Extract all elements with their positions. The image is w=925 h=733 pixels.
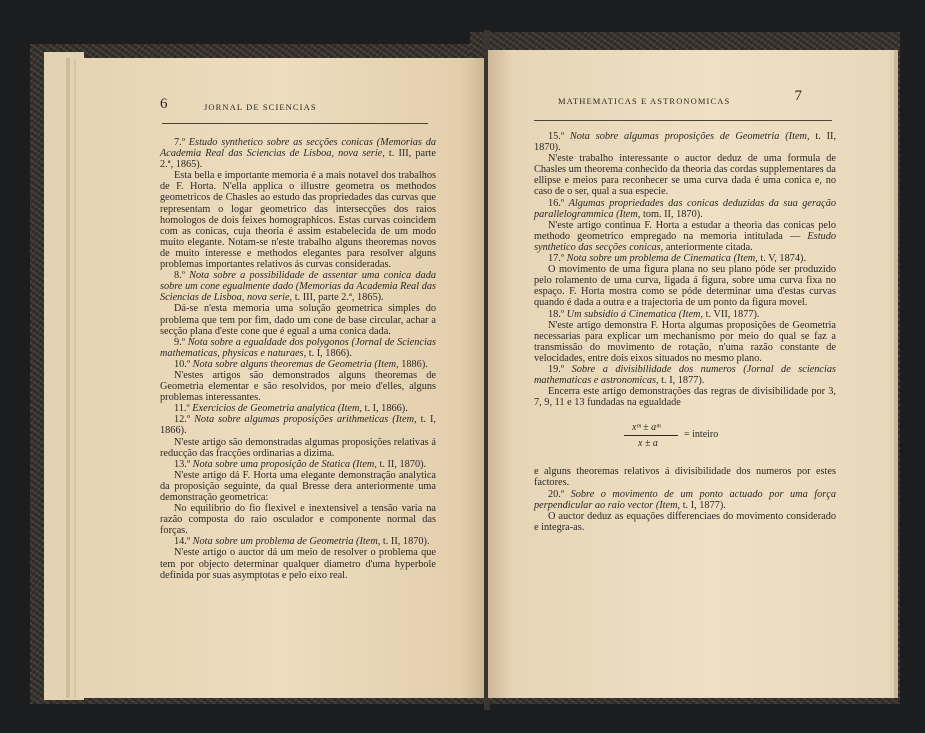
paragraph-l4: Dá-se n'esta memoria uma solução geometrica simples do problema que tem por fim, dado um cone de base circular, achar a secção plana d'este cone que é egual a uma conica dada. bbox=[160, 303, 436, 337]
paragraph-l11: 13.º Nota sobre uma proposição de Statica (Item, t. II, 1870). bbox=[174, 458, 427, 470]
left-page-header bbox=[94, 96, 466, 119]
paragraph-r1: 15.º Nota sobre algumas proposições de Geometria (Item, t. II, 1870). bbox=[534, 131, 837, 154]
fraction-bar bbox=[624, 435, 678, 436]
paragraph-r2: N'este trabalho interessante o auctor deduz de uma formula de Chasles um theorema conhecido da theoria das cordas supplementares da ellipse e meios para reconhecer se uma curva dada é uma conica e, no caso de o ser, qual a sua especie. bbox=[534, 153, 836, 198]
header-rule bbox=[162, 123, 428, 124]
paragraph-r6: O movimento de uma figura plana no seu plano póde ser produzido pelo rolamento de uma curva, ligada á figura, sobre uma curva fixa no espaço. F. Horta mostra como se póde determinar uma d'estas curvas quando é dada a outra e a trajectoria de um ponto da figura movel. bbox=[534, 264, 836, 309]
paragraph-l3: 8.º Nota sobre a possibilidade de assentar uma conica dada sobre um cone egualmente dado (Memorias da Academia Real das Sciencias de Lisboa, nova serie, t. III, parte 2.ª, 1865). bbox=[160, 270, 436, 304]
paragraph-l9: 12.º Nota sobre algumas proposições arithmeticas (Item, t. I, 1866). bbox=[160, 414, 436, 437]
paragraph-l10: N'este artigo são demonstradas algumas proposições relativas á reducção das fracções ordinarias a dizima. bbox=[160, 436, 436, 459]
paragraph-r4: N'este artigo continua F. Horta a estudar a theoria das conicas pelo methodo geometrico empregado na memoria intitulada — Estudo synthetico das secções conicas, anteriormente citada. bbox=[534, 219, 836, 253]
paragraph-l6: 10.º Nota sobre alguns theoremas de Geometria (Item, 1886). bbox=[174, 358, 428, 370]
right-page-header bbox=[506, 88, 872, 111]
paragraph-l2: Esta bella e importante memoria é a mais notavel dos trabalhos de F. Horta. N'ella applica o illustre geometra os methodos geometricos de Chasles ao estudo das propriedades das curvas que representam o logar geometrico das intersecções dos raios homologos de dois feixes homographicos. Estas curvas coincidem com as conicas, cuja theoria é assim estabelecida de um modo muito elegante. Notam-se n'este trabalho alguns theoremas novos de muito interesse e methodos elegantes para resolver alguns problemas importantes relativos ás curvas consideradas. bbox=[160, 170, 436, 271]
paragraph-r5: 17.º Nota sobre um problema de Cinematica (Item, t. V, 1874). bbox=[548, 253, 807, 265]
paragraph-r13: O auctor deduz as equações differenciaes do movimento considerado e integra-as. bbox=[534, 510, 836, 533]
page-number: 6 bbox=[160, 96, 168, 112]
paragraph-l5: 9.º Nota sobre a egualdade dos polygonos (Jornal de Sciencias mathematicas, physicas e naturaes, t. I, 1866). bbox=[160, 336, 436, 359]
page-number: 7 bbox=[794, 88, 802, 104]
paragraph-l15: N'este artigo o auctor dá um meio de resolver o problema que tem por objecto determinar qualquer diametro d'uma hyperbole definida por suas asymptotas e pelo eixo real. bbox=[160, 547, 436, 581]
left-page-body bbox=[160, 137, 436, 581]
paragraph-l13: No equilibrio do fio flexivel e inextensivel a tensão varia na razão composta do raio osculador e componente normal das forças. bbox=[160, 503, 436, 537]
paragraph-r10: Encerra este artigo demonstrações das regras de divisibilidade por 3, 7, 9, 11 e 13 fundadas na egualdade bbox=[534, 386, 836, 409]
paragraph-r3: 16.º Algumas propriedades das conicas deduzidas da sua geração parallelogrammica (Item, tom. II, 1870). bbox=[534, 197, 836, 220]
paragraph-l1: 7.º Estudo synthetico sobre as secções conicas (Memorias da Academia Real das Sciencias de Lisboa, nova serie, t. III, parte 2.ª, 1865). bbox=[160, 137, 436, 171]
header-rule bbox=[534, 120, 832, 121]
right-page bbox=[488, 50, 890, 698]
running-head: MATHEMATICAS E ASTRONOMICAS bbox=[558, 96, 731, 106]
paragraph-r11: e alguns theoremas relativos á divisibilidade dos numeros por estes factores. bbox=[534, 466, 836, 489]
formula-result: = inteiro bbox=[684, 429, 719, 441]
paragraph-r12: 20.º Sobre o movimento de um ponto actuado por uma força perpendicular ao raio vector (Item, t. I, 1877). bbox=[534, 488, 836, 511]
formula-denominator: x ± a bbox=[638, 438, 658, 450]
running-head: JORNAL DE SCIENCIAS bbox=[204, 102, 317, 112]
paragraph-r8: N'este artigo demonstra F. Horta algumas proposições de Geometria necessarias para explicar um mechanismo por meio do qual se faz a transmissão do movimento de rotação, n'uma razão constante de velocidades, entre dois eixos situados no mesmo plano. bbox=[534, 319, 836, 364]
divisibility-formula bbox=[534, 418, 836, 454]
paragraph-l14: 14.º Nota sobre um problema de Geometria (Item, t. II, 1870). bbox=[174, 536, 430, 548]
paragraph-r9: 19.º Sobre a divisibilidade dos numeros (Jornal de sciencias mathematicas e astronomicas, t. I, 1877). bbox=[534, 363, 837, 387]
formula-numerator: xᵐ ± aᵐ bbox=[632, 422, 661, 434]
left-page bbox=[76, 58, 484, 698]
paragraph-r7: 18.º Um subsidio á Cinematica (Item, t. VII, 1877). bbox=[548, 308, 760, 320]
paragraph-l7: N'estes artigos são demonstrados alguns theoremas de Geometria elementar e são resolvidos, por meio d'elles, alguns problemas interessantes. bbox=[160, 369, 436, 404]
paragraph-l12: N'este artigo dá F. Horta uma elegante demonstração analytica da proposição seguinte, da qual Bresse dera anteriormente uma demonstração geometrica: bbox=[160, 469, 436, 503]
paragraph-l8: 11.º Exercicios de Geometria analytica (Item, t. I, 1866). bbox=[174, 403, 408, 415]
right-page-body bbox=[534, 131, 836, 533]
